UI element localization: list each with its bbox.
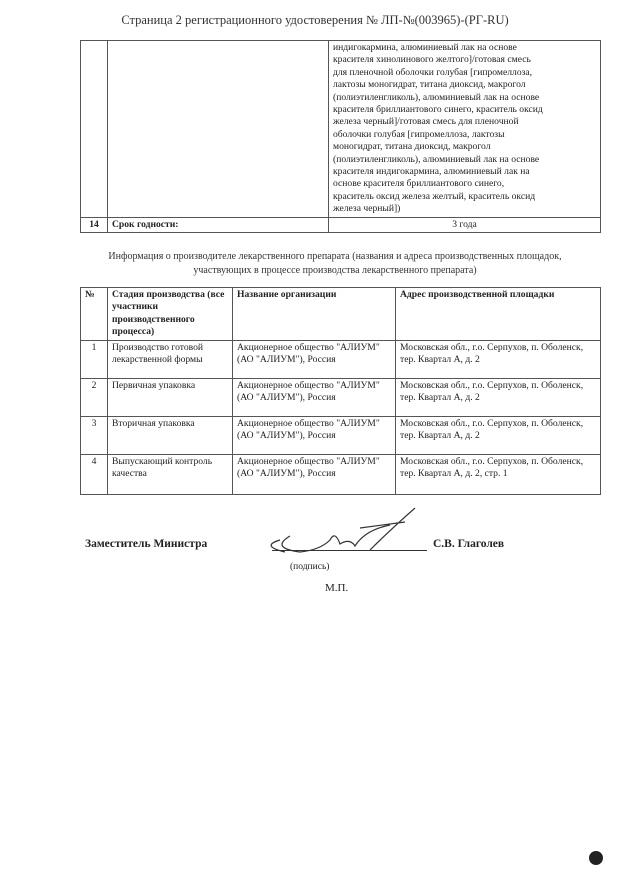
- table-row: [81, 455, 601, 495]
- row-number: 2: [81, 379, 108, 417]
- address-cell: Московская обл., г.о. Серпухов, п. Оболенск, тер. Квартал А, д. 2: [396, 341, 601, 379]
- table-row-shelf-life: [81, 217, 601, 232]
- col-header-organization: Название организации: [233, 288, 396, 341]
- text-line: основе красителя бриллиантового синего,: [333, 178, 505, 190]
- signature-caption: (подпись): [290, 562, 330, 572]
- signature-line: [272, 550, 427, 551]
- col-header-address: Адрес производственной площадки: [396, 288, 601, 341]
- stage-cell: Вторичная упаковка: [108, 417, 233, 455]
- organization-cell: Акционерное общество "АЛИУМ" (АО "АЛИУМ"), Россия: [233, 379, 396, 417]
- text-line: лактозы моногидрат, титана диоксид, макрогол: [333, 79, 526, 91]
- table-row: [81, 379, 601, 417]
- text-line: моногидрат, титана диоксид, макрогол: [333, 141, 491, 153]
- address-cell: Московская обл., г.о. Серпухов, п. Оболенск, тер. Квартал А, д. 2, стр. 1: [396, 455, 601, 495]
- col-header-stage: Стадия производства (все участники производственного процесса): [108, 288, 233, 341]
- text-line: железа черный]): [333, 203, 401, 215]
- text-line: индигокармина, алюминиевый лак на основе: [333, 42, 517, 53]
- composition-table: [80, 40, 601, 233]
- page-marker-dot: [589, 851, 603, 865]
- handwritten-signature: [240, 500, 440, 560]
- shelf-life-value: 3 года: [329, 217, 601, 232]
- text-line: краситель оксид железа желтый, краситель оксид: [333, 190, 536, 202]
- heading-line: участвующих в процессе производства лекарственного препарата): [193, 265, 477, 276]
- row-number: 1: [81, 341, 108, 379]
- shelf-life-label: Срок годности:: [108, 217, 329, 232]
- manufacturer-table: [80, 287, 601, 495]
- organization-cell: Акционерное общество "АЛИУМ" (АО "АЛИУМ"), Россия: [233, 417, 396, 455]
- text-line: (полиэтиленгликоль), алюминиевый лак на основе: [333, 153, 540, 165]
- text-line: (полиэтиленгликоль), алюминиевый лак на основе: [333, 91, 540, 103]
- organization-cell: Акционерное общество "АЛИУМ" (АО "АЛИУМ"), Россия: [233, 455, 396, 495]
- composition-continued-text: [329, 41, 601, 218]
- text-line: красителя хинолинового желтого]/готовая смесь: [333, 54, 531, 66]
- table-header-row: [81, 288, 601, 341]
- stage-cell: Выпускающий контроль качества: [108, 455, 233, 495]
- signatory-name: С.В. Глаголев: [433, 538, 505, 550]
- address-cell: Московская обл., г.о. Серпухов, п. Оболенск, тер. Квартал А, д. 2: [396, 417, 601, 455]
- stamp-placeholder: М.П.: [325, 582, 349, 594]
- page-title: Страница 2 регистрационного удостоверения № ЛП-№(003965)-(РГ-RU): [121, 13, 509, 27]
- heading-line: Информация о производителе лекарственного препарата (названия и адреса производственных площадок,: [108, 251, 562, 262]
- text-line: для пленочной оболочки голубая [гипромеллоза,: [333, 66, 533, 78]
- row-number: 4: [81, 455, 108, 495]
- row-number: 3: [81, 417, 108, 455]
- text-line: оболочки голубая [гипромеллоза, лактозы: [333, 128, 505, 140]
- manufacturer-info-heading: [60, 250, 610, 278]
- table-row: [81, 417, 601, 455]
- text-line: красителя бриллиантового синего, краситель оксид: [333, 104, 543, 116]
- address-cell: Московская обл., г.о. Серпухов, п. Оболенск, тер. Квартал А, д. 2: [396, 379, 601, 417]
- table-row: [81, 341, 601, 379]
- row-number: 14: [81, 217, 108, 232]
- stage-cell: Первичная упаковка: [108, 379, 233, 417]
- col-header-number: №: [81, 288, 108, 341]
- stage-cell: Производство готовой лекарственной формы: [108, 341, 233, 379]
- text-line: железа черный]/готовая смесь для пленочной: [333, 116, 519, 128]
- organization-cell: Акционерное общество "АЛИУМ" (АО "АЛИУМ"), Россия: [233, 341, 396, 379]
- signatory-position: Заместитель Министра: [85, 538, 208, 550]
- table-row: [81, 41, 601, 218]
- text-line: красителя индигокармина, алюминиевый лак на: [333, 166, 530, 178]
